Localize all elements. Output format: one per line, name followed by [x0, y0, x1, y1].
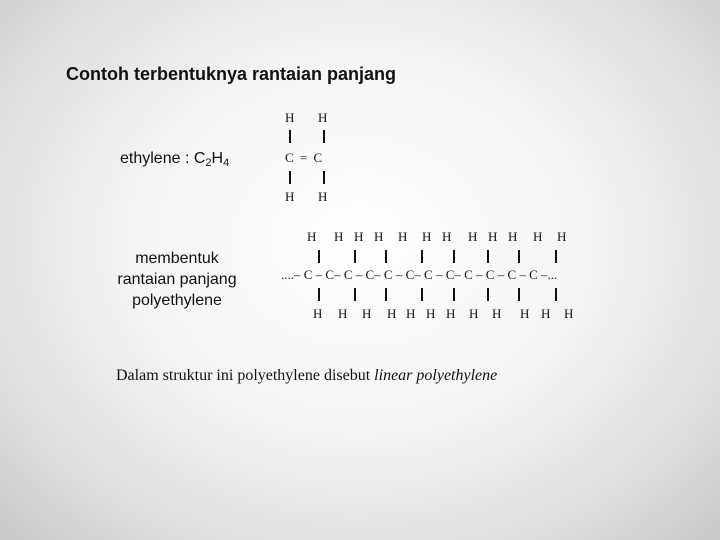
caption-italic: linear polyethylene	[374, 367, 498, 384]
polymer-bond-top-5	[453, 250, 455, 263]
polymer-bond-bottom-7	[518, 288, 520, 301]
polymer-h-bottom-9: H	[492, 306, 502, 321]
polymer-h-top-2: H	[334, 229, 344, 244]
ethylene-bond-top-right	[323, 130, 325, 143]
polymer-label	[104, 248, 250, 311]
polymer-h-top-11: H	[533, 229, 543, 244]
polymer-bond-bottom-5	[453, 288, 455, 301]
polymer-h-top-6: H	[422, 229, 432, 244]
caption	[116, 367, 497, 385]
polymer-bond-top-2	[354, 250, 356, 263]
polymer-bond-top-6	[487, 250, 489, 263]
polymer-h-bottom-3: H	[362, 306, 372, 321]
polymer-bond-top-7	[518, 250, 520, 263]
polymer-h-top-10: H	[508, 229, 518, 244]
polymer-bond-top-8	[555, 250, 557, 263]
ethylene-h-top-right: H	[318, 110, 328, 125]
ethylene-h-top-left: H	[285, 110, 295, 125]
polymer-h-bottom-5: H	[406, 306, 416, 321]
polymer-h-top-7: H	[442, 229, 452, 244]
polymer-h-top-12: H	[557, 229, 567, 244]
polymer-label-line-2: rantaian panjang	[117, 271, 237, 288]
polymer-h-bottom-11: H	[541, 306, 551, 321]
slide-title: Contoh terbentuknya rantaian panjang	[66, 64, 397, 84]
polymer-h-bottom-4: H	[387, 306, 397, 321]
ethylene-label	[120, 150, 229, 169]
ethylene-label-h: H	[211, 150, 224, 167]
polymer-h-top-9: H	[488, 229, 498, 244]
ethylene-bond-bottom-right	[323, 171, 325, 184]
polymer-bond-bottom-8	[555, 288, 557, 301]
polymer-h-bottom-6: H	[426, 306, 436, 321]
polymer-bond-top-4	[421, 250, 423, 263]
polymer-bond-bottom-1	[318, 288, 320, 301]
polymer-h-top-4: H	[374, 229, 384, 244]
ethylene-label-prefix: ethylene : C	[120, 150, 206, 167]
polymer-label-line-3: polyethylene	[132, 292, 222, 309]
polymer-bond-bottom-3	[385, 288, 387, 301]
polymer-h-bottom-7: H	[446, 306, 456, 321]
ethylene-sub-4: 4	[223, 157, 230, 169]
ethylene-bond-top-left	[289, 130, 291, 143]
polymer-h-bottom-12: H	[564, 306, 574, 321]
ethylene-bond-bottom-left	[289, 171, 291, 184]
polymer-h-bottom-8: H	[469, 306, 479, 321]
polymer-h-bottom-10: H	[520, 306, 530, 321]
caption-text: Dalam struktur ini polyethylene disebut	[116, 367, 375, 384]
polymer-bond-bottom-6	[487, 288, 489, 301]
ethylene-sub-2: 2	[205, 157, 212, 169]
polymer-h-bottom-2: H	[338, 306, 348, 321]
polymer-h-top-3: H	[354, 229, 364, 244]
ethylene-h-bottom-right: H	[318, 189, 328, 204]
polymer-bond-top-1	[318, 250, 320, 263]
polymer-label-line-1: membentuk	[135, 250, 219, 267]
ethylene-h-bottom-left: H	[285, 189, 295, 204]
polymer-bond-bottom-2	[354, 288, 356, 301]
polymer-h-top-1: H	[307, 229, 317, 244]
polymer-h-top-5: H	[398, 229, 408, 244]
polymer-chain-row: ....– C – C– C – C– C – C– C – C– C – C – C – C –...	[281, 267, 558, 282]
polymer-h-bottom-1: H	[313, 306, 323, 321]
polymer-bond-top-3	[385, 250, 387, 263]
polymer-h-top-8: H	[468, 229, 478, 244]
ethylene-double-bond-row: C = C	[285, 150, 323, 165]
polymer-bond-bottom-4	[421, 288, 423, 301]
